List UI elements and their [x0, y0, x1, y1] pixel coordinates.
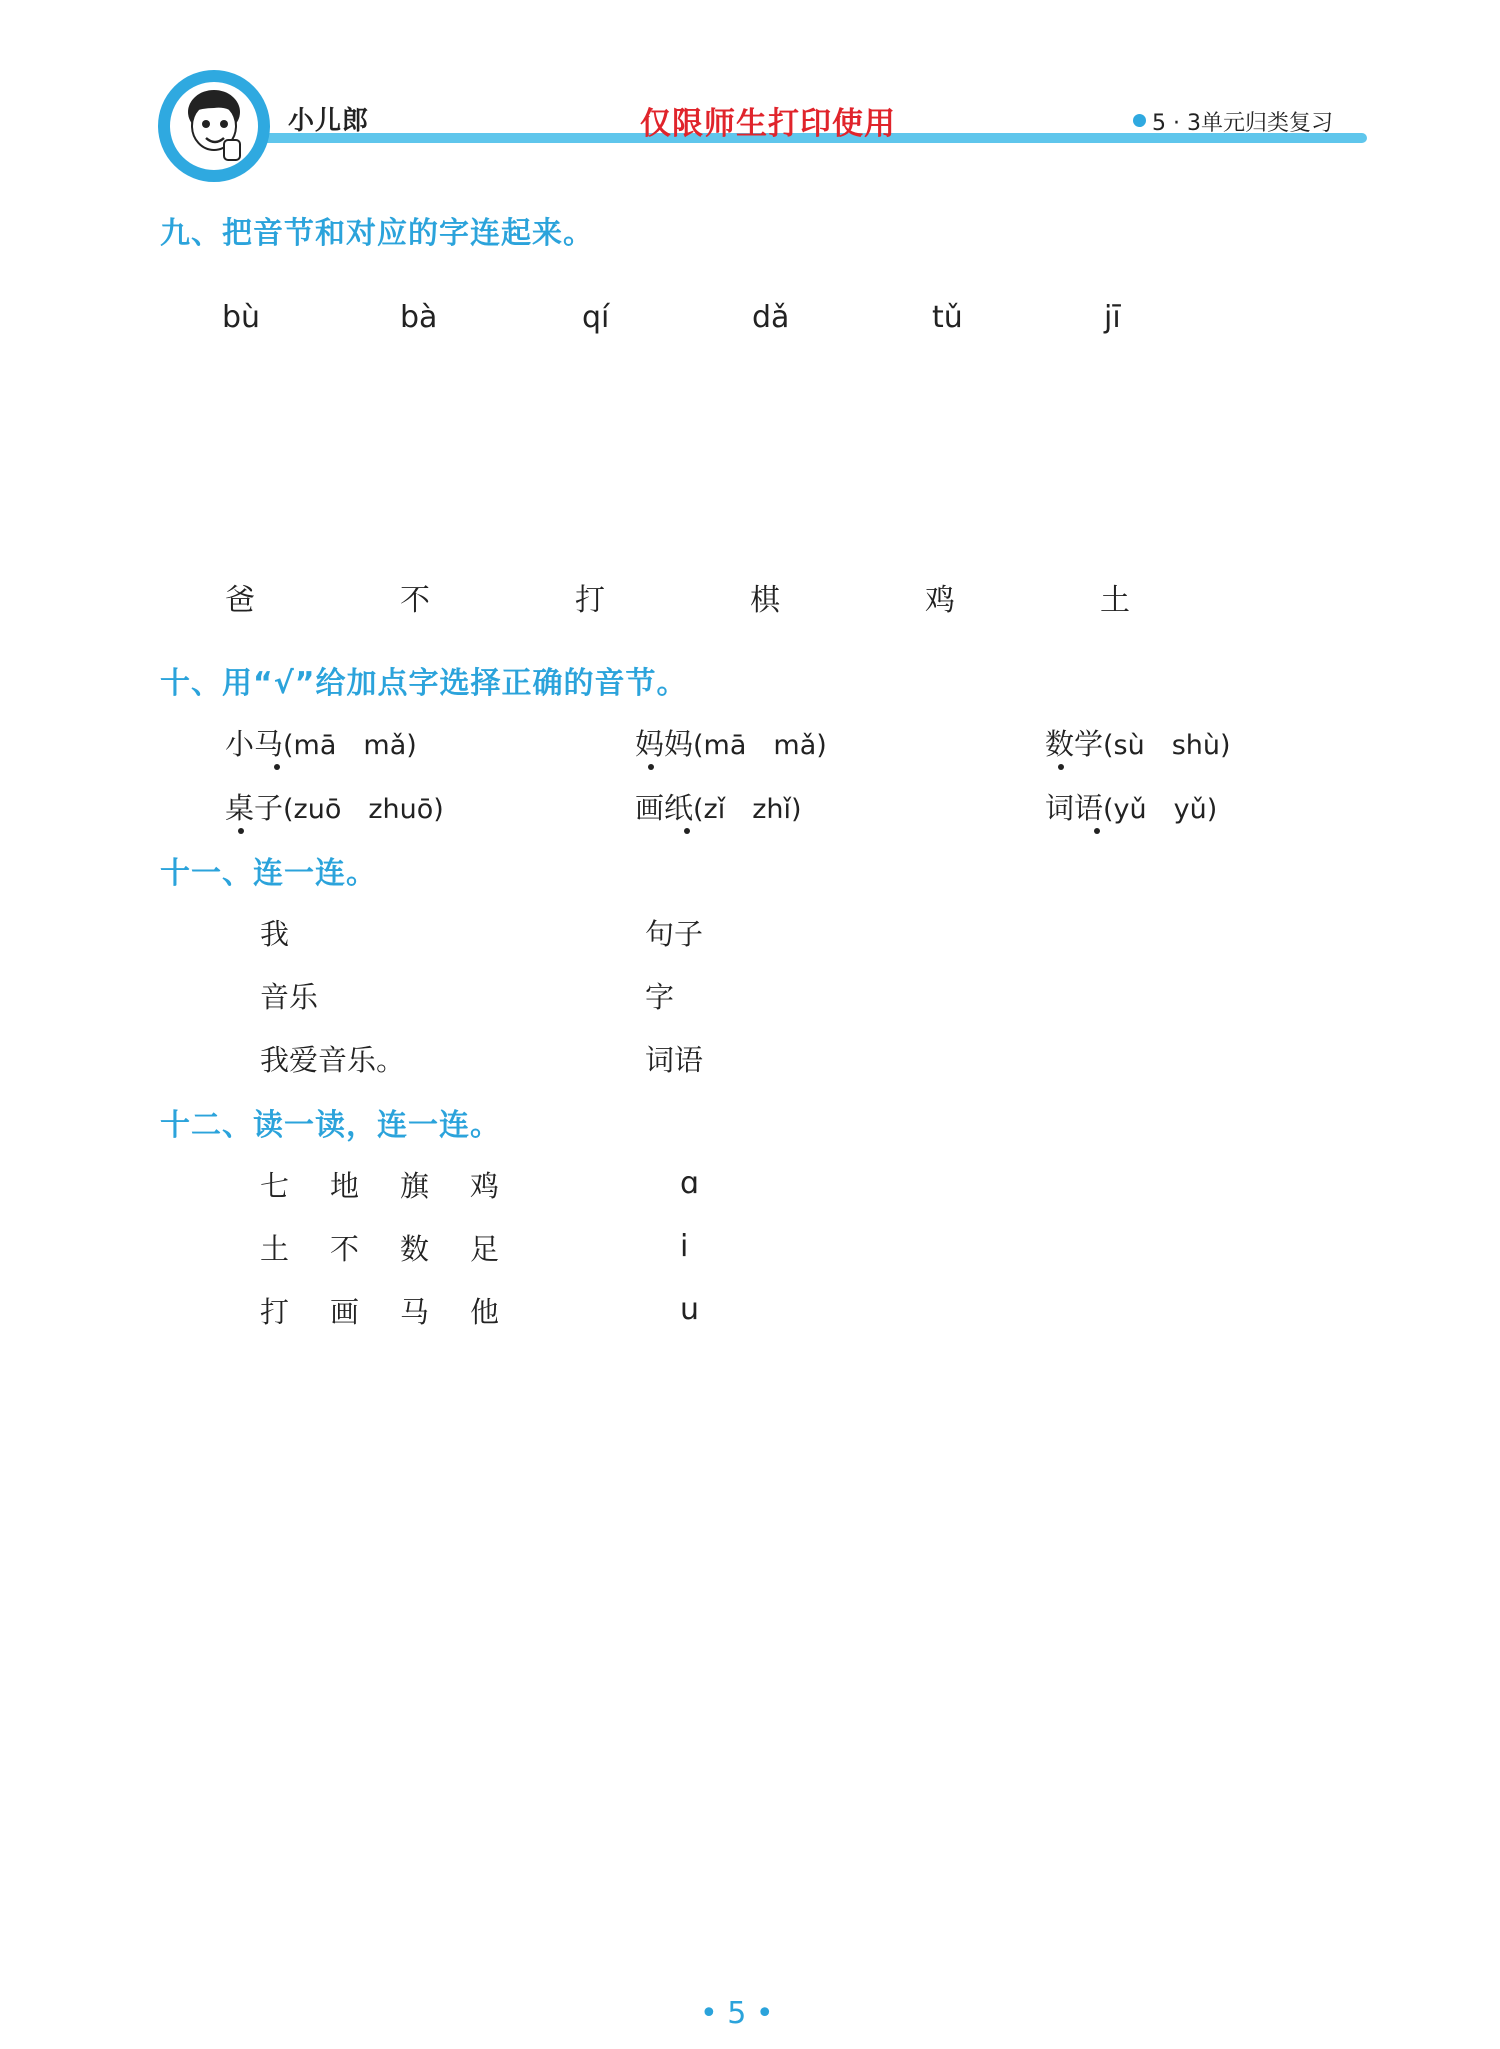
syllable-options: (yǔ yǔ) — [1103, 794, 1218, 825]
section-9-title: 九、把音节和对应的字连起来。 — [160, 216, 594, 251]
character: 打 — [575, 583, 605, 618]
mascot-logo — [158, 70, 270, 182]
section-10-title: 十、用“√”给加点字选择正确的音节。 — [160, 666, 688, 701]
syllable: qí — [582, 300, 610, 335]
boy-mascot-icon — [170, 82, 258, 170]
char-cell: 鸡 — [470, 1169, 500, 1203]
match-right-item: 词语 — [645, 1043, 704, 1077]
syllable-options: (sù shù) — [1103, 730, 1231, 761]
syllable: bà — [400, 300, 438, 335]
match-right-item: 句子 — [645, 917, 704, 951]
char-cell: 马 — [400, 1295, 430, 1329]
character: 土 — [1100, 583, 1130, 618]
match-right-item: 字 — [645, 980, 675, 1014]
emphasis-dot — [684, 828, 690, 834]
emphasis-dot — [238, 828, 244, 834]
syllable-options: (mā mǎ) — [283, 730, 417, 761]
section-11-title: 十一、连一连。 — [160, 856, 377, 891]
word: 小马 — [225, 727, 284, 761]
syllable-options: (mā mǎ) — [693, 730, 827, 761]
bullet-icon — [1133, 114, 1146, 127]
emphasis-dot — [1058, 764, 1064, 770]
char-cell: 七 — [260, 1169, 290, 1203]
match-left-item: 我爱音乐。 — [260, 1043, 406, 1077]
emphasis-dot — [648, 764, 654, 770]
syllable: tǔ — [932, 300, 963, 335]
vowel-label: u — [680, 1292, 700, 1327]
syllable: dǎ — [752, 300, 790, 335]
char-cell: 打 — [260, 1295, 290, 1329]
brand-name: 小儿郎 — [288, 106, 370, 136]
syllable-options: (zǐ zhǐ) — [693, 794, 802, 825]
vowel-label: ɑ — [680, 1166, 700, 1201]
char-cell: 旗 — [400, 1169, 430, 1203]
word-choice-item — [225, 786, 444, 827]
syllable-options: (zuō zhuō) — [283, 794, 444, 825]
char-cell: 不 — [330, 1232, 360, 1266]
word: 桌子 — [225, 791, 284, 825]
vowel-label: i — [680, 1229, 689, 1264]
char-cell: 他 — [470, 1295, 500, 1329]
word: 画纸 — [635, 791, 694, 825]
unit-label: 5 · 3单元归类复习 — [1152, 111, 1333, 136]
char-cell: 足 — [470, 1232, 500, 1266]
syllable: jī — [1104, 300, 1121, 335]
match-left-item: 我 — [260, 917, 290, 951]
emphasis-dot — [1094, 828, 1100, 834]
match-left-item: 音乐 — [260, 980, 319, 1014]
word-choice-item — [1045, 722, 1231, 763]
word: 妈妈 — [635, 727, 694, 761]
word: 词语 — [1045, 791, 1104, 825]
syllable: bù — [222, 300, 261, 335]
word: 数学 — [1045, 727, 1104, 761]
char-cell: 画 — [330, 1295, 360, 1329]
word-choice-item — [635, 786, 802, 827]
page-number: • 5 • — [700, 1996, 774, 2031]
char-cell: 数 — [400, 1232, 430, 1266]
word-choice-item — [1045, 786, 1217, 827]
word-choice-item — [635, 722, 827, 763]
char-cell: 土 — [260, 1232, 290, 1266]
emphasis-dot — [274, 764, 280, 770]
word-choice-item — [225, 722, 417, 763]
section-12-title: 十二、读一读，连一连。 — [160, 1108, 501, 1143]
character: 爸 — [225, 583, 255, 618]
print-notice: 仅限师生打印使用 — [640, 106, 896, 142]
character: 不 — [400, 583, 430, 618]
char-cell: 地 — [330, 1169, 360, 1203]
character: 鸡 — [925, 583, 955, 618]
character: 棋 — [750, 583, 780, 618]
